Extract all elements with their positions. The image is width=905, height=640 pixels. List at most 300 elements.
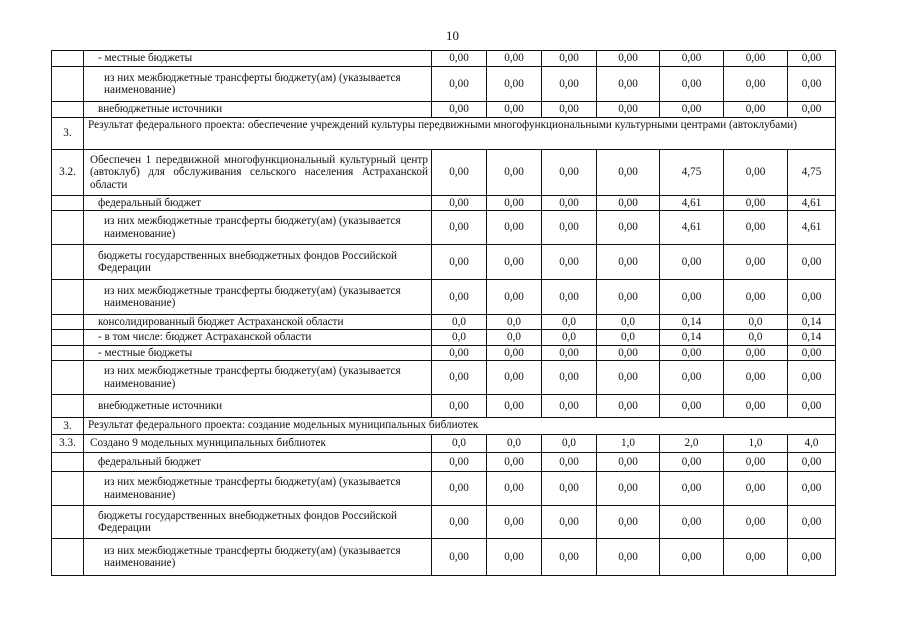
value-cell (787, 150, 836, 195)
table-row (51, 329, 836, 345)
value-text: 0,00 (745, 399, 766, 412)
value-text: 0,00 (504, 371, 524, 384)
value-text: 0,00 (504, 255, 524, 268)
value-text: 0,00 (449, 399, 469, 412)
value-text: 0,00 (559, 196, 579, 209)
value-text: 4,61 (801, 196, 822, 209)
value-text: 0,00 (745, 550, 766, 563)
value-text: 0,00 (681, 399, 702, 412)
value-cell (541, 361, 596, 394)
table-row (51, 314, 836, 329)
value-text: 0,00 (559, 221, 579, 234)
value-text: 0,00 (504, 482, 524, 495)
value-text: 0,00 (618, 255, 638, 268)
value-cell (596, 150, 659, 195)
value-text: 0,0 (562, 331, 576, 344)
value-cell (431, 315, 486, 329)
value-text: 0,00 (745, 371, 766, 384)
value-text: 0,00 (504, 77, 524, 90)
value-cell (659, 196, 723, 210)
section-title (83, 418, 836, 434)
value-cell (596, 211, 659, 244)
row-label (83, 435, 431, 452)
value-cell (541, 211, 596, 244)
value-cell (659, 330, 723, 345)
row-label (83, 280, 431, 314)
value-cell (723, 361, 787, 394)
row-label (83, 453, 431, 471)
value-cell (659, 506, 723, 538)
value-cell (723, 539, 787, 575)
row-label-text: внебюджетные источники (98, 103, 223, 116)
value-text: 0,00 (801, 371, 822, 384)
value-cell (431, 196, 486, 210)
value-cell (723, 330, 787, 345)
row-index (51, 245, 83, 279)
value-cell (659, 472, 723, 505)
value-cell (486, 361, 541, 394)
value-text: 2,0 (684, 437, 699, 450)
value-text: 0,00 (745, 482, 766, 495)
value-text: 0,00 (449, 255, 469, 268)
value-cell (431, 245, 486, 279)
value-text: 0,0 (748, 315, 763, 328)
value-cell (541, 330, 596, 345)
table-row (51, 394, 836, 417)
value-cell (659, 280, 723, 314)
value-cell (431, 472, 486, 505)
value-text: 0,00 (745, 455, 766, 468)
value-text: 0,00 (801, 455, 822, 468)
value-text: 0,00 (681, 455, 702, 468)
value-cell (596, 395, 659, 417)
value-cell (723, 67, 787, 101)
value-text: 0,00 (618, 290, 638, 303)
value-text: 0,00 (681, 52, 702, 65)
value-text: 0,00 (801, 482, 822, 495)
value-cell (723, 280, 787, 314)
row-label (83, 245, 431, 279)
value-cell (431, 330, 486, 345)
value-cell (787, 506, 836, 538)
value-cell (596, 51, 659, 66)
value-cell (431, 280, 486, 314)
value-text: 4,75 (681, 166, 702, 179)
value-cell (541, 245, 596, 279)
value-text: 0,00 (801, 550, 822, 563)
value-text: 0,00 (745, 255, 766, 268)
value-text: 0,0 (621, 331, 635, 344)
row-label (83, 51, 431, 66)
row-index-text: 3.3. (59, 437, 76, 450)
value-text: 0,00 (559, 166, 579, 179)
value-text: 0,14 (801, 315, 822, 328)
row-label (83, 395, 431, 417)
table-row (51, 360, 836, 394)
value-cell (541, 67, 596, 101)
table-row (51, 505, 836, 538)
value-cell (541, 51, 596, 66)
value-text: 0,00 (681, 550, 702, 563)
value-cell (787, 346, 836, 360)
value-cell (541, 196, 596, 210)
value-text: 0,00 (449, 455, 469, 468)
value-cell (723, 211, 787, 244)
row-index (51, 361, 83, 394)
row-index (51, 346, 83, 360)
value-cell (596, 102, 659, 117)
row-label-text: из них межбюджетные трансферты бюджету(ам) (указывается наименование) (104, 476, 401, 501)
row-label-text: из них межбюджетные трансферты бюджету(ам) (указывается наименование) (104, 71, 401, 96)
value-text: 4,75 (801, 166, 822, 179)
value-cell (486, 245, 541, 279)
value-text: 0,00 (504, 550, 524, 563)
value-cell (486, 506, 541, 538)
value-text: 0,0 (507, 315, 521, 328)
row-index-text: 3. (63, 127, 72, 140)
table-row (51, 50, 836, 66)
value-text: 0,00 (681, 77, 702, 90)
row-index (51, 418, 83, 434)
value-cell (787, 472, 836, 505)
value-cell (723, 150, 787, 195)
value-text: 0,00 (745, 196, 766, 209)
value-text: 0,00 (681, 515, 702, 528)
row-index (51, 539, 83, 575)
row-label (83, 196, 431, 210)
row-label (83, 211, 431, 244)
value-cell (787, 102, 836, 117)
value-text: 0,00 (559, 103, 579, 116)
value-text: 1,0 (748, 437, 763, 450)
value-cell (723, 102, 787, 117)
value-text: 0,00 (681, 346, 702, 359)
value-text: 0,14 (681, 331, 702, 344)
value-cell (486, 395, 541, 417)
value-text: 0,00 (801, 255, 822, 268)
value-cell (596, 361, 659, 394)
value-text: 0,0 (452, 331, 466, 344)
value-cell (541, 150, 596, 195)
value-cell (596, 330, 659, 345)
value-text: 0,00 (504, 290, 524, 303)
value-cell (659, 67, 723, 101)
value-cell (486, 196, 541, 210)
row-index-text: 3. (63, 419, 72, 432)
section-title (83, 118, 836, 149)
value-cell (659, 51, 723, 66)
table-row (51, 101, 836, 117)
value-text: 0,00 (449, 482, 469, 495)
value-cell (431, 453, 486, 471)
value-text: 0,00 (745, 103, 766, 116)
value-text: 0,00 (504, 166, 524, 179)
value-text: 0,00 (801, 346, 822, 359)
value-cell (723, 453, 787, 471)
row-label (83, 472, 431, 505)
row-label-text: из них межбюджетные трансферты бюджету(ам) (указывается наименование) (104, 215, 401, 240)
value-cell (431, 346, 486, 360)
row-label-text: федеральный бюджет (98, 455, 201, 468)
value-cell (486, 150, 541, 195)
value-text: 0,00 (618, 196, 638, 209)
value-text: 0,14 (801, 331, 822, 344)
value-text: 0,00 (745, 52, 766, 65)
value-text: 0,00 (618, 346, 638, 359)
row-index (51, 102, 83, 117)
value-cell (431, 395, 486, 417)
value-text: 0,00 (801, 515, 822, 528)
value-cell (541, 453, 596, 471)
table-row (51, 345, 836, 360)
value-cell (787, 539, 836, 575)
value-text: 0,00 (559, 515, 579, 528)
value-text: 0,0 (452, 437, 466, 450)
value-text: 0,00 (449, 103, 469, 116)
value-text: 0,00 (618, 550, 638, 563)
row-label-text: - местные бюджеты (98, 52, 193, 65)
value-text: 0,00 (801, 77, 822, 90)
value-cell (596, 435, 659, 452)
row-label-text: из них межбюджетные трансферты бюджету(ам) (указывается наименование) (104, 544, 401, 569)
section-header-row (51, 417, 836, 434)
value-cell (596, 346, 659, 360)
row-index (51, 150, 83, 195)
value-text: 0,00 (504, 346, 524, 359)
value-cell (723, 245, 787, 279)
section-header-row (51, 117, 836, 149)
row-label (83, 67, 431, 101)
table-row (51, 210, 836, 244)
value-cell (596, 67, 659, 101)
row-label-text: консолидированный бюджет Астраханской области (98, 315, 344, 328)
value-text: 0,00 (745, 166, 766, 179)
row-label (83, 102, 431, 117)
value-cell (723, 346, 787, 360)
value-cell (596, 196, 659, 210)
value-cell (659, 211, 723, 244)
value-text: 0,00 (681, 103, 702, 116)
value-text: 4,61 (681, 196, 702, 209)
value-text: 0,00 (618, 166, 638, 179)
value-text: 0,00 (681, 482, 702, 495)
value-cell (486, 435, 541, 452)
value-text: 0,00 (449, 196, 469, 209)
value-text: 4,61 (681, 221, 702, 234)
value-cell (787, 245, 836, 279)
value-cell (431, 361, 486, 394)
row-index (51, 315, 83, 329)
row-label (83, 506, 431, 538)
table-row (51, 538, 836, 576)
value-text: 0,00 (504, 455, 524, 468)
value-cell (659, 539, 723, 575)
value-text: 0,00 (681, 371, 702, 384)
row-index (51, 196, 83, 210)
value-cell (541, 395, 596, 417)
value-cell (723, 51, 787, 66)
value-cell (787, 361, 836, 394)
value-cell (787, 51, 836, 66)
value-cell (541, 102, 596, 117)
value-text: 0,00 (559, 255, 579, 268)
value-cell (486, 453, 541, 471)
value-text: 0,0 (562, 437, 576, 450)
row-label-text: из них межбюджетные трансферты бюджету(ам) (указывается наименование) (104, 284, 401, 309)
value-text: 0,00 (801, 52, 822, 65)
value-text: 4,0 (804, 437, 819, 450)
table-row (51, 471, 836, 505)
row-label-text: федеральный бюджет (98, 196, 201, 209)
table-row (51, 452, 836, 471)
table-row (51, 195, 836, 210)
page-number: 10 (446, 28, 459, 43)
value-text: 0,00 (449, 515, 469, 528)
row-index (51, 280, 83, 314)
value-text: 0,00 (745, 77, 766, 90)
value-text: 0,0 (507, 331, 521, 344)
value-text: 0,00 (618, 399, 638, 412)
value-text: 4,61 (801, 221, 822, 234)
value-cell (723, 472, 787, 505)
value-text: 0,00 (449, 166, 469, 179)
value-cell (486, 315, 541, 329)
row-label (83, 361, 431, 394)
value-text: 0,00 (449, 290, 469, 303)
value-text: 0,00 (559, 399, 579, 412)
value-text: 0,14 (681, 315, 702, 328)
value-cell (486, 280, 541, 314)
value-cell (596, 453, 659, 471)
value-text: 0,0 (562, 315, 576, 328)
value-cell (787, 395, 836, 417)
value-cell (486, 51, 541, 66)
value-cell (596, 506, 659, 538)
value-cell (431, 67, 486, 101)
value-cell (541, 539, 596, 575)
row-index (51, 453, 83, 471)
value-cell (723, 196, 787, 210)
row-label (83, 539, 431, 575)
value-cell (659, 453, 723, 471)
value-cell (596, 280, 659, 314)
row-label-text: Обеспечен 1 передвижной многофункциональный культурный центр (автоклуб) для обслуживания сельского населения Астраханской области (90, 153, 428, 191)
value-text: 0,00 (559, 52, 579, 65)
value-text: 0,00 (449, 371, 469, 384)
value-text: 0,0 (452, 315, 466, 328)
value-cell (659, 395, 723, 417)
value-text: 0,00 (559, 482, 579, 495)
value-text: 0,00 (801, 290, 822, 303)
value-cell (596, 472, 659, 505)
value-text: 0,00 (801, 103, 822, 116)
value-cell (659, 435, 723, 452)
row-label-text: - в том числе: бюджет Астраханской области (98, 331, 312, 344)
value-text: 0,0 (621, 315, 635, 328)
value-text: 0,00 (449, 77, 469, 90)
row-label-text: бюджеты государственных внебюджетных фондов Российской Федерации (98, 509, 398, 534)
row-label (83, 346, 431, 360)
value-text: 0,00 (449, 550, 469, 563)
row-index (51, 67, 83, 101)
value-text: 0,00 (504, 103, 524, 116)
value-cell (659, 102, 723, 117)
value-cell (431, 51, 486, 66)
value-text: 0,00 (801, 399, 822, 412)
section-title-text: Результат федерального проекта: создание модельных муниципальных библиотек (88, 419, 479, 431)
value-cell (486, 211, 541, 244)
row-label-text: Создано 9 модельных муниципальных библиотек (90, 437, 326, 450)
row-index (51, 118, 83, 149)
value-cell (541, 472, 596, 505)
value-text: 0,00 (504, 221, 524, 234)
row-label-text: - местные бюджеты (98, 346, 193, 359)
table-row (51, 149, 836, 195)
value-cell (723, 315, 787, 329)
table-row (51, 66, 836, 101)
value-cell (787, 67, 836, 101)
value-text: 0,00 (618, 515, 638, 528)
table-row (51, 434, 836, 452)
value-cell (541, 346, 596, 360)
value-cell (541, 315, 596, 329)
row-label (83, 315, 431, 329)
value-text: 0,00 (449, 52, 469, 65)
value-text: 0,00 (681, 290, 702, 303)
value-cell (659, 346, 723, 360)
row-index (51, 395, 83, 417)
row-index (51, 506, 83, 538)
value-cell (541, 280, 596, 314)
value-text: 0,00 (618, 371, 638, 384)
value-text: 0,00 (681, 255, 702, 268)
value-cell (486, 346, 541, 360)
value-text: 0,00 (559, 550, 579, 563)
row-index (51, 435, 83, 452)
value-text: 0,00 (618, 52, 638, 65)
table-row (51, 244, 836, 279)
value-text: 0,00 (449, 221, 469, 234)
value-text: 0,00 (449, 346, 469, 359)
value-cell (431, 435, 486, 452)
value-cell (431, 102, 486, 117)
row-index (51, 211, 83, 244)
value-cell (486, 102, 541, 117)
value-cell (431, 539, 486, 575)
value-cell (659, 361, 723, 394)
table-row (51, 279, 836, 314)
value-text: 0,00 (504, 399, 524, 412)
value-text: 0,00 (559, 455, 579, 468)
value-text: 0,00 (745, 515, 766, 528)
value-cell (787, 330, 836, 345)
value-cell (596, 245, 659, 279)
value-text: 0,00 (618, 77, 638, 90)
value-cell (596, 539, 659, 575)
value-cell (486, 330, 541, 345)
row-label-text: из них межбюджетные трансферты бюджету(ам) (указывается наименование) (104, 365, 401, 390)
value-text: 0,00 (559, 371, 579, 384)
row-index (51, 51, 83, 66)
value-text: 0,00 (559, 77, 579, 90)
value-cell (541, 435, 596, 452)
value-text: 0,0 (507, 437, 521, 450)
row-label-text: внебюджетные источники (98, 399, 223, 412)
value-text: 0,00 (618, 482, 638, 495)
value-text: 0,00 (618, 103, 638, 116)
value-text: 0,00 (559, 290, 579, 303)
row-label-text: бюджеты государственных внебюджетных фондов Российской Федерации (98, 249, 398, 274)
